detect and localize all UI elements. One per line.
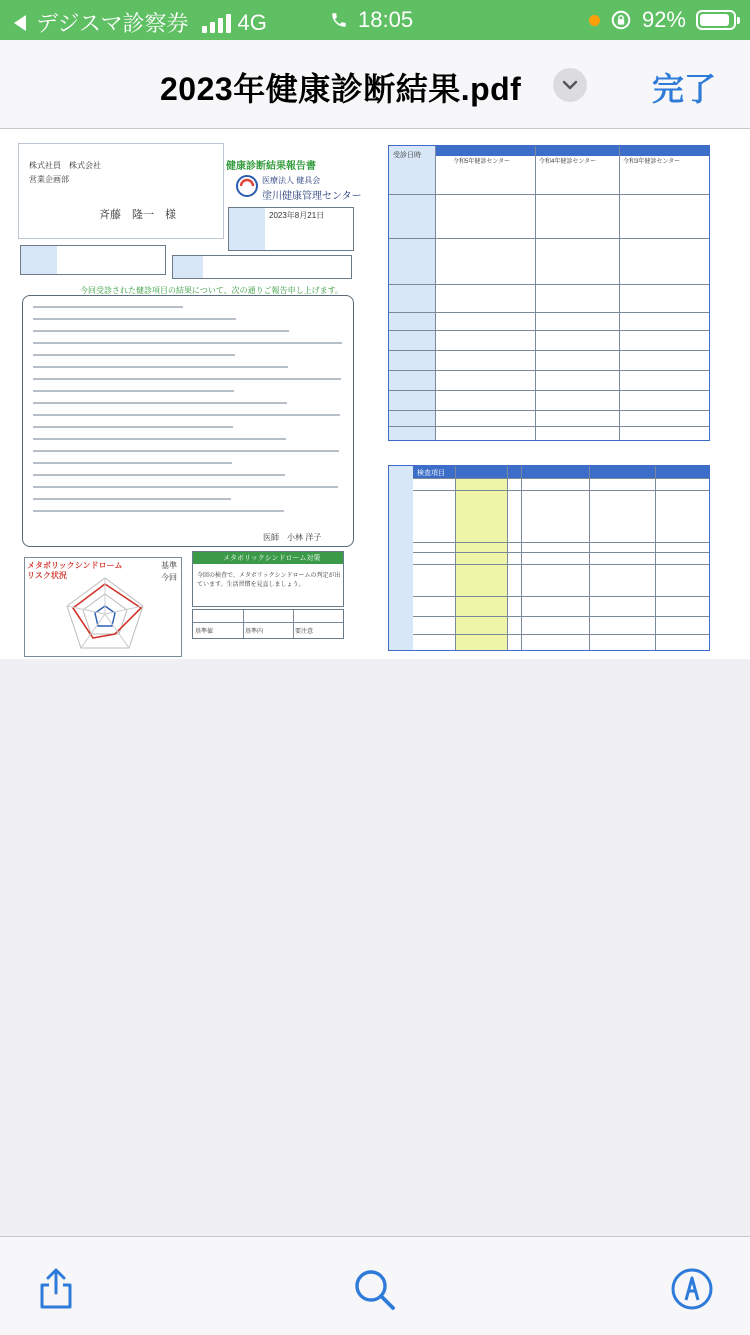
employer-table: [172, 255, 352, 279]
results-section-label: 検査項目: [417, 470, 445, 477]
table-row-divider: [389, 350, 709, 351]
table-row-divider: [389, 330, 709, 331]
bottom-toolbar: [0, 1236, 750, 1335]
table-row-divider: [389, 426, 709, 427]
mic-indicator-icon: [589, 15, 600, 26]
table-row-divider: [413, 490, 709, 491]
metabolic-risk-panel: [24, 557, 182, 657]
comment-text-line: [33, 498, 231, 500]
advice-title: メタボリックシンドローム対策: [223, 555, 321, 562]
table-row-divider: [389, 410, 709, 411]
comments-box: [22, 295, 354, 547]
metabolic-title: メタボリックシンドローム: [27, 561, 123, 570]
org-line1: 医療法人 健具会: [262, 176, 321, 185]
back-app-label: デジスマ診察券: [36, 11, 189, 36]
battery-percent: 92%: [641, 7, 686, 32]
advice-footer-table: [192, 609, 344, 639]
table-row-divider: [389, 238, 709, 239]
comment-text-line: [33, 426, 233, 428]
table-row-divider: [413, 596, 709, 597]
clock: 18:05: [358, 7, 414, 32]
table-row-divider: [389, 370, 709, 371]
metabolic-subtitle: リスク状況: [27, 571, 67, 580]
table-row-divider: [389, 312, 709, 313]
table-col-divider: [655, 466, 656, 650]
rotation-lock-icon: [610, 9, 632, 31]
search-icon[interactable]: [352, 1267, 396, 1311]
legend-standard: 基準: [161, 561, 177, 570]
done-button[interactable]: 完了: [651, 71, 716, 107]
comment-text-line: [33, 510, 284, 512]
comment-text-line: [33, 474, 285, 476]
table-col-divider: [507, 466, 508, 650]
comment-text-line: [33, 486, 338, 488]
comment-text-line: [33, 342, 342, 344]
markup-icon[interactable]: [670, 1267, 714, 1311]
comment-text-line: [33, 450, 339, 452]
comment-text-line: [33, 330, 289, 332]
notice-line: 今回受診された健診項目の結果について、次の通りご報告申し上げます。: [80, 286, 344, 295]
comment-text-line: [33, 462, 232, 464]
signal-icon: [202, 13, 231, 33]
table-row-divider: [389, 194, 709, 195]
table-row-divider: [413, 552, 709, 553]
results-table: [388, 465, 710, 651]
history-header-label: 受診日時: [393, 152, 421, 159]
right-page: [388, 145, 712, 655]
battery-icon: [696, 10, 736, 30]
navigation-bar: [0, 40, 750, 129]
network-label: 4G: [237, 9, 267, 35]
history-table: [388, 145, 710, 441]
comment-text-line: [33, 306, 183, 308]
comment-text-line: [33, 414, 340, 416]
comment-text-line: [33, 390, 234, 392]
back-to-app[interactable]: [14, 7, 267, 38]
title-menu-button[interactable]: [553, 68, 587, 102]
comment-text-line: [33, 438, 286, 440]
phone-icon: [330, 11, 348, 29]
table-col-divider: [521, 466, 522, 650]
table-col-divider: [589, 466, 590, 650]
history-col-1: 令和5年健診センター: [453, 159, 511, 165]
org-name: 塗川健康管理センター: [262, 191, 362, 202]
comment-text-line: [33, 354, 235, 356]
exam-date: 2023年8月21日: [269, 211, 325, 220]
legend-current: 今回: [161, 573, 177, 582]
table-row-divider: [413, 564, 709, 565]
chevron-down-icon: [562, 80, 578, 90]
comment-text-line: [33, 366, 288, 368]
document-title[interactable]: 2023年健康診断結果.pdf: [160, 71, 522, 107]
back-arrow-icon: [14, 15, 26, 31]
table-row-divider: [389, 390, 709, 391]
share-icon[interactable]: [34, 1267, 78, 1311]
patient-name: 斉藤 隆一 様: [99, 209, 176, 221]
comment-text-line: [33, 378, 341, 380]
radar-chart: [55, 572, 155, 654]
footer-cell-2: 基準内: [245, 629, 264, 635]
pdf-page[interactable]: [0, 129, 750, 659]
patient-table: [20, 245, 166, 275]
advice-body: 今回の検査で、メタボリックシンドロームの判定が出ています。生活習慣を見直しましょう。: [197, 573, 341, 588]
footer-cell-3: 要注意: [295, 629, 314, 635]
table-row-divider: [413, 616, 709, 617]
comment-text-line: [33, 318, 236, 320]
table-row-divider: [389, 284, 709, 285]
table-row-divider: [413, 634, 709, 635]
table-col-divider: [535, 146, 536, 440]
table-row-divider: [413, 478, 709, 479]
footer-cell-1: 基準値: [195, 629, 214, 635]
table-col-divider: [619, 146, 620, 440]
table-col-divider: [435, 146, 436, 440]
company-line2: 営業企画部: [29, 175, 69, 184]
table-col-divider: [455, 466, 456, 650]
table-row-divider: [413, 542, 709, 543]
address-card: [18, 143, 224, 239]
report-title: 健康診断結果報告書: [226, 161, 316, 172]
exam-info-table: [228, 207, 354, 251]
company-line1: 株式社員 株式会社: [29, 161, 101, 170]
history-col-2: 令和4年健診センター: [539, 159, 597, 165]
comment-text-line: [33, 402, 287, 404]
left-page: [14, 137, 364, 652]
advice-panel: [192, 551, 344, 607]
status-bar: [0, 0, 750, 40]
clinic-logo-icon: [236, 175, 258, 197]
doctor-signature: 医師 小林 洋子: [263, 533, 322, 542]
history-col-3: 令和3年健診センター: [623, 159, 681, 165]
